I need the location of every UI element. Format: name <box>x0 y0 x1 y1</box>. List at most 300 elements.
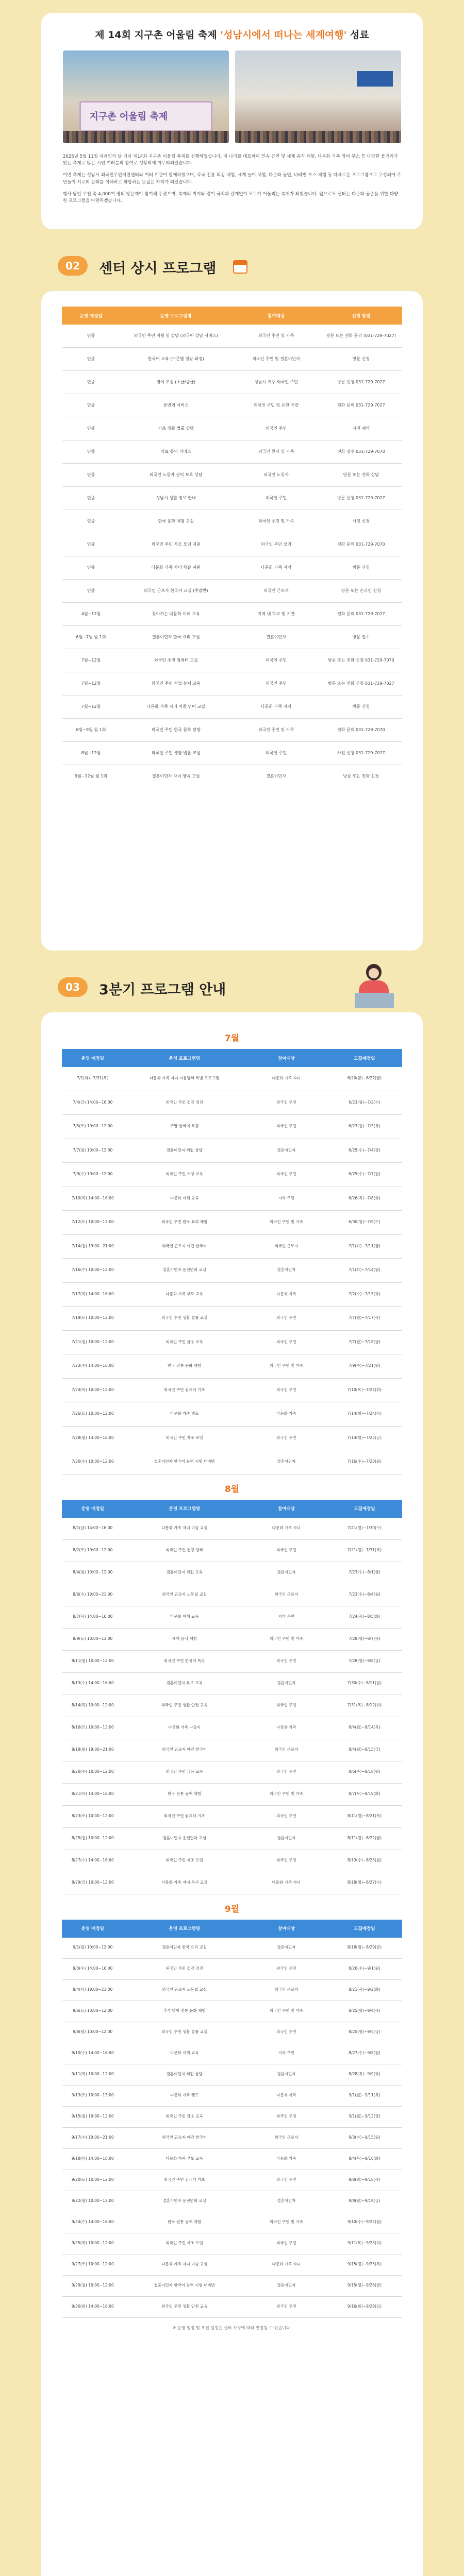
date-cell: 9/6(토) 10:00~12:00 <box>62 2001 124 2022</box>
target-cell: 외국인 주민 및 가족 <box>232 719 320 742</box>
target-cell: 외국인 주민 <box>232 742 320 765</box>
table-row <box>62 1761 402 1783</box>
apply-cell: 전화 문의 031-729-7027 <box>320 394 402 417</box>
target-cell: 외국인 주민 <box>245 2296 327 2317</box>
apply-cell: 방문 신청 <box>320 348 402 371</box>
recruit-cell: 8/13(수)~8/25(월) <box>327 1850 402 1872</box>
apply-cell: 방문 또는 전화 신청 <box>320 765 402 788</box>
date-cell: 9/27(토) 10:00~12:00 <box>62 2254 124 2275</box>
date-cell: 8/20(수) 10:00~12:00 <box>62 1761 124 1783</box>
apply-cell: 방문 신청 <box>320 696 402 719</box>
date-cell: 8/9(토) 10:00~13:00 <box>62 1628 124 1650</box>
date-cell: 4월~12월 <box>62 603 120 626</box>
program-cell: 한국 전통 문화 체험 <box>123 1354 245 1379</box>
news-paragraph: 이번 축제는 성남시 외국인주민지원센터와 여러 기관이 함께하였으며, 각국 전통 의상 체험, 세계 놀이 체험, 다문화 공연, 나라별 부스 체험 등 다채로운 프로그램으로 구성되어 주민들이 서로의 문화를 이해하고 화합하는 뜻깊은 자리가 되었습니다. <box>63 173 401 185</box>
table-row <box>62 2170 402 2191</box>
program-cell: 한국어 교육 (수준별 정규 과정) <box>120 348 232 371</box>
program-cell: 결혼이민자 한국 요리 교실 <box>123 1937 245 1958</box>
column-header: 참여대상 <box>232 307 320 325</box>
date-cell: 7/30(수) 10:00~12:00 <box>62 1450 124 1475</box>
date-cell: 8/11(월) 10:00~12:00 <box>62 1650 124 1672</box>
news-title-highlight: '성남시에서 떠나는 세계여행' <box>220 29 347 41</box>
target-cell: 결혼이민자 <box>245 1937 327 1958</box>
column-header: 운영 프로그램명 <box>123 1049 245 1067</box>
target-cell: 외국인 주민 <box>245 2170 327 2191</box>
target-cell: 지역 내 학교 및 기관 <box>232 603 320 626</box>
program-cell: 통번역 서비스 <box>120 394 232 417</box>
date-cell: 연중 <box>62 510 120 533</box>
apply-cell: 사전 예약 <box>320 417 402 440</box>
target-cell: 외국인 근로자 <box>245 1234 327 1259</box>
program-cell: 외국인 주민 생활 안전 교육 <box>123 2296 245 2317</box>
table-row <box>62 510 402 533</box>
program-cell: 외국인 주민 지원 및 상담 (외국어 상담 서비스) <box>120 325 232 348</box>
target-cell: 외국인 노동자 <box>232 464 320 487</box>
date-cell: 8월~9월 월 1회 <box>62 719 120 742</box>
target-cell: 외국인 주민 <box>245 1115 327 1139</box>
target-cell: 외국인 주민 <box>232 672 320 696</box>
festival-photo-stage <box>63 50 229 143</box>
table-row <box>62 626 402 649</box>
target-cell: 외국인 근로자 <box>232 580 320 603</box>
recruit-cell: 9/10(수)~9/22(월) <box>327 2212 402 2233</box>
month-label: 9월 <box>224 1904 240 1914</box>
target-cell: 외국인 근로자 <box>245 1979 327 2001</box>
program-cell: 다문화 가족 부모 교육 <box>123 2148 245 2170</box>
date-cell: 7/9(수) 10:00~12:00 <box>62 1163 124 1187</box>
program-cell: 다문화 가족 캠프 <box>123 1402 245 1427</box>
table-row <box>62 1307 402 1331</box>
table-row <box>62 1139 402 1163</box>
column-header: 운영 프로그램명 <box>123 1500 245 1517</box>
person-at-laptop-illustration <box>352 961 397 1012</box>
program-cell: 외국인 주민 한국 요리 체험 <box>123 1211 245 1235</box>
target-cell: 다문화 가족 자녀 <box>245 2254 327 2275</box>
column-header: 운영 프로그램명 <box>123 1920 245 1937</box>
date-cell: 연중 <box>62 440 120 464</box>
table-row <box>62 1717 402 1739</box>
crowd <box>235 131 401 143</box>
apply-cell: 전화 문의 031-729-7070 <box>320 719 402 742</box>
news-body <box>63 154 401 205</box>
table-row <box>62 1672 402 1694</box>
table-header-row <box>62 307 402 325</box>
table-row <box>62 672 402 696</box>
table-row <box>62 1979 402 2001</box>
program-cell: 외국인 노동자 권익 보호 상담 <box>120 464 232 487</box>
table-row <box>62 348 402 371</box>
target-cell: 지역 주민 <box>245 2043 327 2064</box>
program-cell: 외국인 주민 생활 안전 교육 <box>123 1694 245 1717</box>
news-paragraph: 행사 당일 우천 속 4,000여 명의 방문객이 참여해 주셨으며, 축제의 취지와 같이 국적과 관계없이 모두가 어울리는 축제가 되었습니다. 앞으로도 센터는 다문화 공존을 위한 다양한 프로그램을 마련하겠습니다. <box>63 191 399 204</box>
news-title <box>63 27 401 41</box>
date-cell: 8/13(수) 14:00~16:00 <box>62 1672 124 1694</box>
date-cell: 8/18(월) 19:00~21:00 <box>62 1739 124 1761</box>
recruit-cell: 9/11(목)~9/23(화) <box>327 2233 402 2254</box>
target-cell: 외국인 근로자 <box>245 2127 327 2148</box>
column-header: 운영 프로그램명 <box>120 307 232 325</box>
recruit-cell: 6/23(월)~7/2(수) <box>327 1091 402 1115</box>
target-cell: 외국인 주민 <box>245 1694 327 1717</box>
table-row <box>62 417 402 440</box>
table-row <box>62 603 402 626</box>
recruit-cell: 6/25(수)~7/4(금) <box>327 1139 402 1163</box>
date-cell: 8월~12월 <box>62 742 120 765</box>
apply-cell: 방문 신청 031-729-7027 <box>320 487 402 510</box>
recruit-cell: 7/14(월)~7/25(금) <box>327 1426 402 1450</box>
table-row <box>62 1606 402 1628</box>
apply-cell: 방문 또는 전화 신청 031-729-7070 <box>320 649 402 672</box>
target-cell: 외국인 주민 <box>232 417 320 440</box>
news-title-suffix: 성료 <box>346 29 369 41</box>
program-cell: 외국인 주민 자조 모임 지원 <box>120 533 232 556</box>
date-cell: 8/27(수) 14:00~16:00 <box>62 1850 124 1872</box>
program-cell: 결혼이민자 직업 교육 <box>123 1562 245 1584</box>
table-row <box>62 719 402 742</box>
date-cell: 7월~12월 <box>62 672 120 696</box>
program-cell: 결혼이민자 운전면허 교실 <box>123 1827 245 1850</box>
program-cell: 결혼이민자 한국 요리 교실 <box>120 626 232 649</box>
target-cell: 외국인 주민 <box>245 1307 327 1331</box>
date-cell: 7/5(토) 10:00~12:00 <box>62 1115 124 1139</box>
date-cell: 연중 <box>62 487 120 510</box>
recruit-cell: 7/7(월)~7/17(목) <box>327 1307 402 1331</box>
program-cell: 다문화 이해 교육 <box>123 1187 245 1211</box>
program-cell: 외국인 근로자 야간 한국어 <box>123 2127 245 2148</box>
table-row <box>62 1739 402 1761</box>
table-row <box>62 1584 402 1606</box>
date-cell: 9/3(수) 14:00~16:00 <box>62 1958 124 1979</box>
recruit-cell: 8/18(월)~8/27(수) <box>327 1872 402 1894</box>
program-cell: 외국인 주민 자조 모임 <box>123 2233 245 2254</box>
date-cell: 7월~12월 <box>62 649 120 672</box>
target-cell: 외국인 주민 및 가족 <box>245 1628 327 1650</box>
apply-cell: 방문 또는 전화 신청 031-729-7027 <box>320 672 402 696</box>
table-row <box>62 2085 402 2106</box>
apply-cell: 방문 접수 <box>320 626 402 649</box>
program-cell: 다문화 가족 자녀 독서 교실 <box>123 1872 245 1894</box>
target-cell: 다문화 가족 <box>245 1402 327 1427</box>
program-cell: 영어 교실 (초급/중급) <box>120 371 232 394</box>
table-row <box>62 1163 402 1187</box>
table-row <box>62 440 402 464</box>
recruit-cell: 8/11(월)~8/21(목) <box>327 1805 402 1827</box>
table-row <box>62 487 402 510</box>
column-header: 운영 예정일 <box>62 307 120 325</box>
program-cell: 외국인 주민 금융 교육 <box>123 1761 245 1783</box>
table-row <box>62 742 402 765</box>
table-row <box>62 1378 402 1402</box>
date-cell: 9/18(목) 14:00~16:00 <box>62 2148 124 2170</box>
news-paragraph: 2025년 5월 11일 세계인의 날 기념 제14회 지구촌 어울림 축제를 진행하였습니다. 이 나라를 대표하여 민속 공연 및 세계 음식 체험, 다문화 가족 참여 부스 등 다양한 볼거리가 있는 축제로 많은 시민 여러분의 참여로 성황리에 마무리되었습니다. <box>63 154 398 166</box>
program-cell: 결혼이민자 한국어 능력 시험 대비반 <box>123 2275 245 2296</box>
program-cell: 결혼이민자 취업 상담 <box>123 1139 245 1163</box>
apply-cell: 전화 문의 031-729-7027 <box>320 603 402 626</box>
date-cell: 7/4(금) 14:00~16:00 <box>62 1091 124 1115</box>
date-cell: 7/23(수) 14:00~16:00 <box>62 1354 124 1379</box>
recruit-cell: 7/23(수)~8/1(금) <box>327 1562 402 1584</box>
table-row <box>62 2127 402 2148</box>
target-cell: 외국인 주민 <box>245 1539 327 1562</box>
apply-cell: 방문 신청 <box>320 556 402 580</box>
apply-cell: 방문 또는 전화 문의 (031-729-7027) <box>320 325 402 348</box>
recruit-cell: 9/8(월)~9/19(금) <box>327 2191 402 2212</box>
recruit-cell: 7/24(목)~8/5(화) <box>327 1606 402 1628</box>
target-cell: 결혼이민자 <box>245 1259 327 1283</box>
table-row <box>62 1354 402 1379</box>
date-cell: 9/15(월) 10:00~12:00 <box>62 2106 124 2127</box>
program-cell: 외국인 주민 컴퓨터 기초 <box>123 1378 245 1402</box>
month-table <box>62 1500 402 1894</box>
table-row <box>62 2043 402 2064</box>
regular-programs-body <box>62 325 402 788</box>
target-cell: 다문화 가족 <box>245 1282 327 1307</box>
table-row <box>62 1282 402 1307</box>
column-header: 운영 예정일 <box>62 1049 124 1067</box>
table-row <box>62 1115 402 1139</box>
table-row <box>62 1402 402 1427</box>
section2-header <box>41 229 423 291</box>
recruit-cell: 7/1(화)~7/11(금) <box>327 1234 402 1259</box>
date-cell: 7/10(목) 14:00~16:00 <box>62 1187 124 1211</box>
date-cell: 8/6(수) 19:00~21:00 <box>62 1584 124 1606</box>
target-cell: 결혼이민자 <box>245 2275 327 2296</box>
program-cell: 다문화 가족 자녀 미술 교실 <box>123 2254 245 2275</box>
column-header: 참여대상 <box>245 1920 327 1937</box>
recruit-cell: 9/15(월)~9/25(목) <box>327 2254 402 2275</box>
table-row <box>62 1562 402 1584</box>
program-cell: 결혼이민자 자녀 양육 교실 <box>120 765 232 788</box>
program-cell: 외국인 주민 건강 검진 <box>123 1958 245 1979</box>
target-cell: 다문화 가족 <box>245 1717 327 1739</box>
target-cell: 결혼이민자 <box>245 1827 327 1850</box>
recruit-cell: 7/23(수)~8/4(월) <box>327 1584 402 1606</box>
program-cell: 결혼이민자 취업 상담 <box>123 2064 245 2085</box>
target-cell: 외국인 근로자 <box>245 1584 327 1606</box>
date-cell: 6월~7월 월 1회 <box>62 626 120 649</box>
table-row <box>62 1234 402 1259</box>
program-cell: 외국인 근로자 야간 한국어 <box>123 1234 245 1259</box>
recruit-cell: 7/1(화)~7/14(월) <box>327 1259 402 1283</box>
program-cell: 외국인 주민 생활 법률 교실 <box>123 2022 245 2043</box>
recruit-cell: 8/4(월)~8/15(금) <box>327 1739 402 1761</box>
recruit-cell: 6/25(수)~7/7(월) <box>327 1163 402 1187</box>
section2-title: 센터 상시 프로그램 <box>99 261 217 277</box>
target-cell: 외국인 주민 및 가족 <box>245 2001 327 2022</box>
column-header: 신청 방법 <box>320 307 402 325</box>
date-cell: 9/8(월) 10:00~12:00 <box>62 2022 124 2043</box>
program-cell: 외국인 주민 직업 능력 교육 <box>120 672 232 696</box>
date-cell: 7/16(수) 10:00~12:00 <box>62 1259 124 1283</box>
program-cell: 추석 맞이 전통 문화 체험 <box>123 2001 245 2022</box>
table-row <box>62 1694 402 1717</box>
section3-number: 03 <box>58 977 88 997</box>
program-cell: 외국인 주민 건강 강좌 <box>123 1539 245 1562</box>
recruit-cell: 7/31(목)~8/12(화) <box>327 1694 402 1717</box>
table-row <box>62 1650 402 1672</box>
date-cell: 9/11(목) 10:00~12:00 <box>62 2064 124 2085</box>
program-cell: 외국인 주민 자조 모임 <box>123 1850 245 1872</box>
table-header-row <box>62 1920 402 1937</box>
date-cell: 9/4(목) 19:00~21:00 <box>62 1979 124 2001</box>
table-row <box>62 1783 402 1805</box>
recruit-cell: 9/16(화)~9/28(일) <box>327 2296 402 2317</box>
regular-programs-card <box>41 291 423 951</box>
date-cell: 8/16(토) 10:00~12:00 <box>62 1717 124 1739</box>
date-cell: 7/24(목) 10:00~12:00 <box>62 1378 124 1402</box>
recruit-cell: 7/7(월)~7/18(금) <box>327 1330 402 1354</box>
column-header: 참여대상 <box>245 1049 327 1067</box>
section3-header <box>41 951 423 1012</box>
target-cell: 지역 주민 <box>245 1187 327 1211</box>
date-cell: 연중 <box>62 580 120 603</box>
program-cell: 외국인 주민 자조 모임 <box>123 1426 245 1450</box>
table-row <box>62 1872 402 1894</box>
table-row <box>62 1850 402 1872</box>
recruit-cell: 7/2(수)~7/15(화) <box>327 1282 402 1307</box>
stage-banner-text: 지구촌 어울림 축제 <box>89 111 168 122</box>
table-row <box>62 696 402 719</box>
date-cell: 연중 <box>62 325 120 348</box>
recruit-cell: 8/7(목)~8/19(화) <box>327 1783 402 1805</box>
recruit-cell: 7/21(월)~7/30(수) <box>327 1517 402 1539</box>
date-cell: 7/7(월) 10:00~12:00 <box>62 1139 124 1163</box>
target-cell: 결혼이민자 <box>245 1562 327 1584</box>
news-card <box>41 13 423 229</box>
date-cell: 7/21(월) 10:00~12:00 <box>62 1330 124 1354</box>
table-row <box>62 1517 402 1539</box>
date-cell: 8/23(토) 10:00~12:00 <box>62 1805 124 1827</box>
table-row <box>62 2254 402 2275</box>
target-cell: 외국인 주민 <box>245 1761 327 1783</box>
target-cell: 결혼이민자 <box>245 1450 327 1475</box>
column-header: 운영 예정일 <box>62 1920 124 1937</box>
table-row <box>62 556 402 580</box>
target-cell: 외국인 주민 및 유관 기관 <box>232 394 320 417</box>
program-cell: 한국 문화 체험 교실 <box>120 510 232 533</box>
recruit-cell: 7/16(수)~7/28(월) <box>327 1450 402 1475</box>
date-cell: 8/25(월) 10:00~12:00 <box>62 1827 124 1850</box>
apply-cell: 전화 문의 031-729-7070 <box>320 533 402 556</box>
program-cell: 기초 생활 법률 상담 <box>120 417 232 440</box>
recruit-cell: 8/27(수)~9/8(월) <box>327 2043 402 2064</box>
table-row <box>62 2148 402 2170</box>
regular-programs-table <box>62 307 402 788</box>
target-cell: 다문화 가족 자녀 <box>232 696 320 719</box>
table-row <box>62 580 402 603</box>
program-cell: 외국인 근로자 노동법 교실 <box>123 1584 245 1606</box>
table-row <box>62 2001 402 2022</box>
table-row <box>62 1187 402 1211</box>
section2-number: 02 <box>58 256 88 276</box>
date-cell: 7/1(화)~7/31(목) <box>62 1067 124 1091</box>
table-row <box>62 2191 402 2212</box>
target-cell: 결혼이민자 <box>232 765 320 788</box>
program-cell: 외국인 주민 소양 교육 <box>123 1163 245 1187</box>
program-cell: 외국인 근로자 야간 한국어 <box>123 1739 245 1761</box>
program-cell: 주말 한국어 특강 <box>123 1115 245 1139</box>
target-cell: 다문화 가족 자녀 <box>245 1067 327 1091</box>
recruit-cell: 7/30(수)~8/11(월) <box>327 1672 402 1694</box>
program-cell: 한국 전통 공예 체험 <box>123 2212 245 2233</box>
program-cell: 결혼이민자 운전면허 교실 <box>123 2191 245 2212</box>
date-cell: 연중 <box>62 417 120 440</box>
column-header: 모집예정일 <box>327 1920 402 1937</box>
date-cell: 8/1(금) 14:00~16:00 <box>62 1517 124 1539</box>
target-cell: 외국인 주민 <box>232 487 320 510</box>
target-cell: 외국인 주민 및 가족 <box>232 510 320 533</box>
target-cell: 외국인 근로자 <box>245 1739 327 1761</box>
date-cell: 7/19(토) 10:00~12:00 <box>62 1307 124 1331</box>
program-cell: 다문화 가족 자녀 미술 교실 <box>123 1517 245 1539</box>
program-cell: 외국인 주민 생활 법률 교실 <box>123 1307 245 1331</box>
recruit-cell: 9/1(월)~9/12(금) <box>327 2106 402 2127</box>
target-cell: 외국인 주민 <box>245 1850 327 1872</box>
table-header-row <box>62 1049 402 1067</box>
section3-title: 3분기 프로그램 안내 <box>99 982 226 998</box>
table-row <box>62 649 402 672</box>
date-cell: 연중 <box>62 464 120 487</box>
target-cell: 외국인 주민 <box>245 1805 327 1827</box>
date-cell: 7/26(토) 10:00~12:00 <box>62 1402 124 1427</box>
calendar-icon <box>233 260 247 274</box>
target-cell: 결혼이민자 <box>245 2064 327 2085</box>
program-cell: 찾아가는 다문화 이해 교육 <box>120 603 232 626</box>
date-cell: 9/24(수) 14:00~16:00 <box>62 2212 124 2233</box>
column-header: 모집예정일 <box>327 1500 402 1517</box>
recruit-cell: 8/25(월)~9/5(금) <box>327 2022 402 2043</box>
program-cell: 한국 전통 공예 체험 <box>123 1783 245 1805</box>
apply-cell: 전화 접수 031-729-7070 <box>320 440 402 464</box>
table-row <box>62 2064 402 2085</box>
table-row <box>62 1091 402 1115</box>
table-row <box>62 1628 402 1650</box>
program-cell: 외국인 주민 생활 법률 교실 <box>120 742 232 765</box>
target-cell: 결혼이민자 <box>245 1672 327 1694</box>
target-cell: 다문화 가족 자녀 <box>232 556 320 580</box>
target-cell: 외국인 주민 <box>232 649 320 672</box>
target-cell: 성남시 거주 외국인 주민 <box>232 371 320 394</box>
date-cell: 9/30(화) 14:00~16:00 <box>62 2296 124 2317</box>
program-cell: 다문화 가족 자녀 학습 지원 <box>120 556 232 580</box>
date-cell: 7/14(월) 19:00~21:00 <box>62 1234 124 1259</box>
target-cell: 외국인 주민 <box>245 1330 327 1354</box>
program-cell: 성남시 생활 정보 안내 <box>120 487 232 510</box>
recruit-cell: 8/25(월)~9/4(목) <box>327 2001 402 2022</box>
program-cell: 외국인 주민 한국어 특강 <box>123 1650 245 1672</box>
target-cell: 지역 주민 <box>245 1606 327 1628</box>
apply-cell: 방문 신청 031-729-7027 <box>320 371 402 394</box>
table-row <box>62 2022 402 2043</box>
program-cell: 다문화 이해 교육 <box>123 2043 245 2064</box>
month-table <box>62 1049 402 1475</box>
date-cell: 8/21(목) 14:00~16:00 <box>62 1783 124 1805</box>
target-cell: 외국인 주민 및 결혼이민자 <box>232 348 320 371</box>
table-row <box>62 2106 402 2127</box>
program-cell: 결혼이민자 한국어 능력 시험 대비반 <box>123 1450 245 1475</box>
target-cell: 다문화 가족 <box>245 2148 327 2170</box>
month-label: 7월 <box>224 1033 240 1044</box>
apply-cell: 방문 또는 전화 상담 <box>320 464 402 487</box>
date-cell: 9/1(월) 10:00~12:00 <box>62 1937 124 1958</box>
recruit-cell: 8/18(월)~8/29(금) <box>327 1937 402 1958</box>
date-cell: 7/12(토) 10:00~13:00 <box>62 1211 124 1235</box>
crowd <box>63 131 229 143</box>
table-row <box>62 325 402 348</box>
program-cell: 외국인 근로자 한국어 교실 (주말반) <box>120 580 232 603</box>
recruit-cell: 7/21(월)~7/31(목) <box>327 1539 402 1562</box>
date-cell: 8/7(목) 14:00~16:00 <box>62 1606 124 1628</box>
